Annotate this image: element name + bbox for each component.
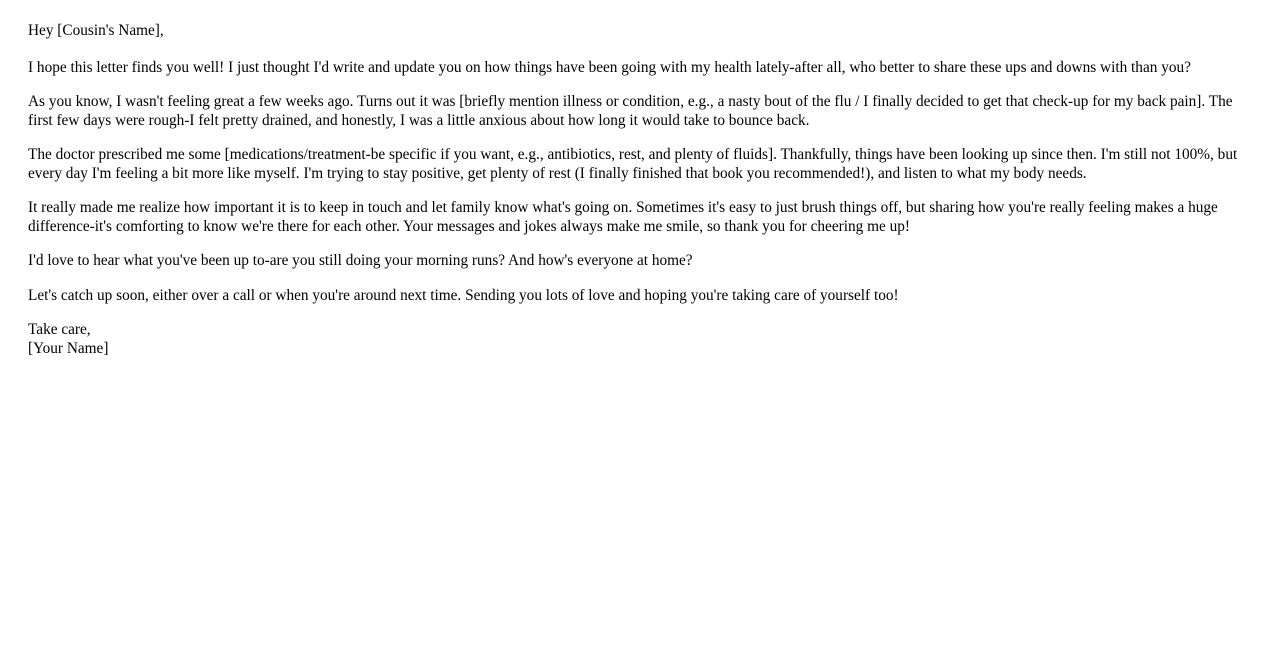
letter-closing: Take care,: [28, 321, 91, 338]
letter-paragraph-3: The doctor prescribed me some [medications/treatment-be specific if you want, e.g., antibiotics, rest, and plenty of fluids]. Thankfully, things have been looking up since then. I'm still not 100%, but every day I'm feeling a bit more like myself. I'm trying to stay positive, get plenty of rest (I finally finished that book you recommended!), and listen to what my body needs.: [28, 146, 1238, 182]
letter-signoff: [28, 321, 1248, 358]
letter-paragraph-1: I hope this letter finds you well! I just thought I'd write and update you on how things have been going with my health lately-after all, who better to share these ups and downs with than you?: [28, 58, 1191, 76]
letter-paragraph-2: As you know, I wasn't feeling great a few weeks ago. Turns out it was [briefly mention illness or condition, e.g., a nasty bout of the flu / I finally decided to get that check-up for my back pain]. The first few days were rough-I felt pretty drained, and honestly, I was a little anxious about how long it would take to bounce back.: [28, 93, 1233, 129]
letter-salutation: Hey [Cousin's Name],: [28, 22, 164, 39]
letter-signature: [Your Name]: [28, 339, 109, 357]
letter-paragraph-4: It really made me realize how important it is to keep in touch and let family know what's going on. Sometimes it's easy to just brush things off, but sharing how you're really feeling makes a huge difference-it's comforting to know we're there for each other. Your messages and jokes always make me smile, so thank you for cheering me up!: [28, 199, 1218, 235]
letter-paragraph-6: Let's catch up soon, either over a call or when you're around next time. Sending you lots of love and hoping you're taking care of yourself too!: [28, 286, 899, 304]
letter-paragraph-5: I'd love to hear what you've been up to-are you still doing your morning runs? And how's everyone at home?: [28, 252, 693, 269]
